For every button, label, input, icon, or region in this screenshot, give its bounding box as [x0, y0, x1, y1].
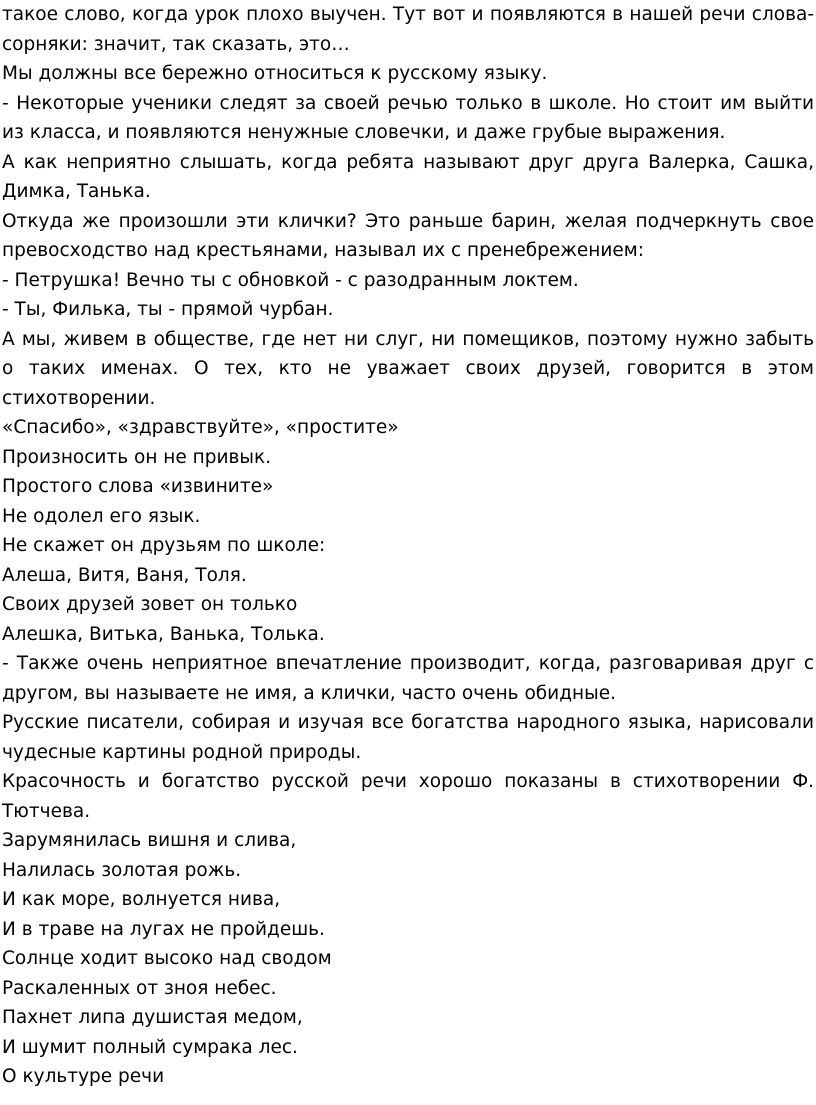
poem-line: Налилась золотая рожь. [2, 859, 242, 881]
poem-line: Не скажет он друзьям по школе: [2, 535, 326, 556]
poem-line: И как море, волнуется нива, [2, 889, 281, 910]
poem-line: Своих друзей зовет он только [2, 594, 298, 615]
poem-line: Пахнет липа душистая медом, [2, 1007, 303, 1028]
quote-filka: - Ты, Филька, ты - прямой чурбан. [2, 299, 334, 320]
paragraph-students-speech: - Некоторые ученики следят за своей речью только в школе. Но стоит им выйти из класса, и появляются ненужные словечки, и даже грубые выражения. [2, 92, 814, 143]
paragraph-unpleasant-impression: - Также очень неприятное впечатление производит, когда, разговаривая друг с другом, вы называете не имя, а клички, часто очень обидные. [2, 653, 814, 704]
poem-line: И в траве на лугах не пройдешь. [2, 918, 325, 940]
paragraph-society: А мы, живем в обществе, где нет ни слуг, ни помещиков, поэтому нужно забыть о таких именах. О тех, кто не уважает своих друзей, говорится в этом стихотворении. [2, 328, 814, 409]
paragraph-word-weeds: такое слово, когда урок плохо выучен. Тут вот и появляются в нашей речи слова-сорняки: значит, так сказать, это… [2, 4, 814, 55]
poem-line: Не одолел его язык. [2, 505, 201, 527]
poem-line: Алешка, Витька, Ванька, Толька. [2, 623, 325, 645]
poem-line: Солнце ходит высоко над сводом [2, 948, 332, 969]
paragraph-tyutchev: Красочность и богатство русской речи хорошо показаны в стихотворении Ф. Тютчева. [2, 771, 814, 822]
section-title-speech-culture: О культуре речи [2, 1066, 165, 1087]
poem-line: Зарумянилась вишня и слива, [2, 830, 297, 851]
paragraph-nicknames: А как неприятно слышать, когда ребята называют друг друга Валерка, Сашка, Димка, Танька. [2, 151, 814, 202]
poem-line: Произносить он не привык. [2, 446, 272, 468]
poem-line: «Спасибо», «здравствуйте», «простите» [2, 417, 399, 438]
poem-line: Алеша, Витя, Ваня, Толя. [2, 564, 247, 586]
quote-petrushka: - Петрушка! Вечно ты с обновкой - с разодранным локтем. [2, 269, 579, 291]
paragraph-nickname-origin: Откуда же произошли эти клички? Это раньше барин, желая подчеркнуть свое превосходство над крестьянами, называл их с пренебрежением: [2, 210, 814, 261]
poem-line: Раскаленных от зноя небес. [2, 977, 277, 999]
paragraph-careful-language: Мы должны все бережно относиться к русскому языку. [2, 63, 548, 84]
paragraph-russian-writers: Русские писатели, собирая и изучая все богатства народного языка, нарисовали чудесные картины родной природы. [2, 712, 814, 763]
poem-line: И шумит полный сумрака лес. [2, 1036, 298, 1058]
poem-line: Простого слова «извините» [2, 476, 274, 497]
